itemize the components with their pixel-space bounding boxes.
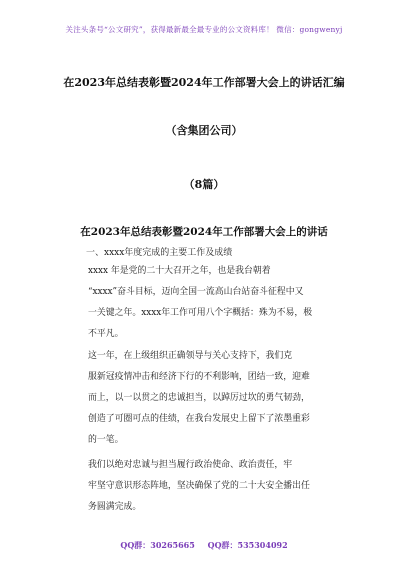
paragraph-line: “xxxx”奋斗目标，迈向全国一流高山台站奋斗征程中又: [88, 287, 304, 297]
top-notice: 关注头条号“公文研究”，获得最新最全最专业的公文资料库！ 微信：gongwenyj: [65, 25, 343, 34]
paragraph-1: [88, 261, 338, 345]
paragraph-line: 这一年，在上级组织正确领导与关心支持下，我们克: [88, 351, 293, 361]
paragraph-line: 我们以绝对忠诚与担当履行政治使命、政治责任，牢: [88, 460, 293, 470]
paragraph-line: 而上，以一以贯之的忠诚担当，以踔厉过坎的勇气韧劲，: [88, 393, 310, 403]
qq-group-2: QQ群：535304092: [207, 540, 288, 550]
paragraph-3: [88, 455, 338, 518]
section-heading: 一、xxxx年度完成的主要工作及成绩: [86, 248, 233, 258]
article-title: 在2023年总结表彰暨2024年工作部署大会上的讲话: [80, 226, 328, 238]
paragraph-line: 服新冠疫情冲击和经济下行的不利影响，团结一致，迎难: [88, 372, 310, 382]
paragraph-2: [88, 346, 338, 451]
document-subtitle: （含集团公司）: [165, 124, 243, 137]
paragraph-line: 一关键之年。xxxx年工作可用八个字概括：殊为不易，极: [88, 308, 313, 318]
footer-contact: [0, 540, 408, 551]
paragraph-line: 不平凡。: [88, 329, 124, 339]
article-count: （8篇）: [183, 178, 225, 191]
paragraph-line: 创造了可圈可点的佳绩，在我台发展史上留下了浓墨重彩: [88, 414, 310, 424]
qq-group-1: QQ群：30265665: [120, 540, 195, 550]
document-title: 在2023年总结表彰暨2024年工作部署大会上的讲话汇编: [63, 76, 345, 89]
paragraph-line: 牢坚守意识形态阵地，坚决确保了党的二十大安全播出任: [88, 481, 310, 491]
paragraph-line: 务圆满完成。: [88, 502, 142, 512]
paragraph-line: xxxx 年是党的二十大召开之年，也是我台朝着: [88, 266, 271, 276]
paragraph-line: 的一笔。: [88, 435, 124, 445]
